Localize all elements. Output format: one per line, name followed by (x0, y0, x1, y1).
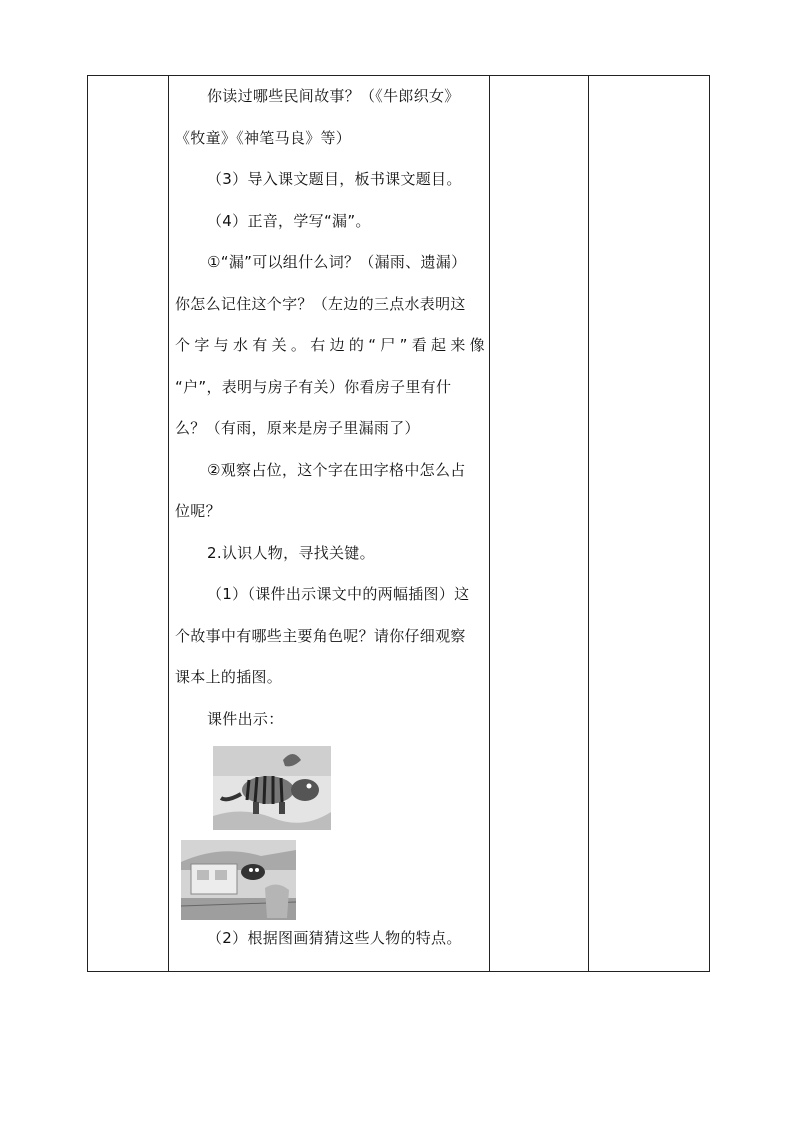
empty-cell-right (589, 76, 710, 972)
paragraph-line: 2.认识人物，寻找关键。 (207, 543, 375, 562)
teaching-content-cell (169, 76, 490, 972)
table-row (88, 76, 710, 972)
paragraph-line: ①“漏”可以组什么词？（漏雨、遗漏） (207, 253, 467, 271)
house-illustration (181, 840, 296, 920)
paragraph-line: 你读过哪些民间故事？（《牛郎织女》 (207, 87, 460, 105)
lesson-plan-table (87, 75, 710, 972)
illustrations (175, 740, 485, 918)
paragraph-line: 么？（有雨，原来是房子里漏雨了） (175, 419, 420, 437)
paragraph-line: 位呢？ (175, 502, 221, 520)
paragraph-line: “户”，表明与房子有关）你看房子里有什 (175, 377, 452, 396)
paragraph-line: 个字与水有关。右边的“尸”看起来像 (175, 336, 485, 354)
tiger-illustration (213, 746, 331, 830)
paragraph-line: ②观察占位，这个字在田字格中怎么占 (207, 460, 466, 479)
paragraph-line: （1）（课件出示课文中的两幅插图）这 (207, 585, 470, 603)
paragraph-line: （2）根据图画猜猜这些人物的特点。 (207, 929, 462, 947)
empty-cell-notes (490, 76, 589, 972)
paragraph-line: 课本上的插图。 (175, 668, 283, 686)
paragraph-line: 你怎么记住这个字？（左边的三点水表明这 (175, 294, 466, 313)
empty-cell-left (88, 76, 169, 972)
paragraph-line: （3）导入课文题目，板书课文题目。 (207, 170, 462, 188)
paragraph-line: 《牧童》《神笔马良》等） (175, 128, 352, 147)
paragraph-line: 个故事中有哪些主要角色呢？请你仔细观察 (175, 626, 466, 645)
paragraph-line: 课件出示： (207, 709, 284, 728)
teaching-content (169, 76, 489, 960)
paragraph-line: （4）正音，学写“漏”。 (207, 211, 371, 230)
